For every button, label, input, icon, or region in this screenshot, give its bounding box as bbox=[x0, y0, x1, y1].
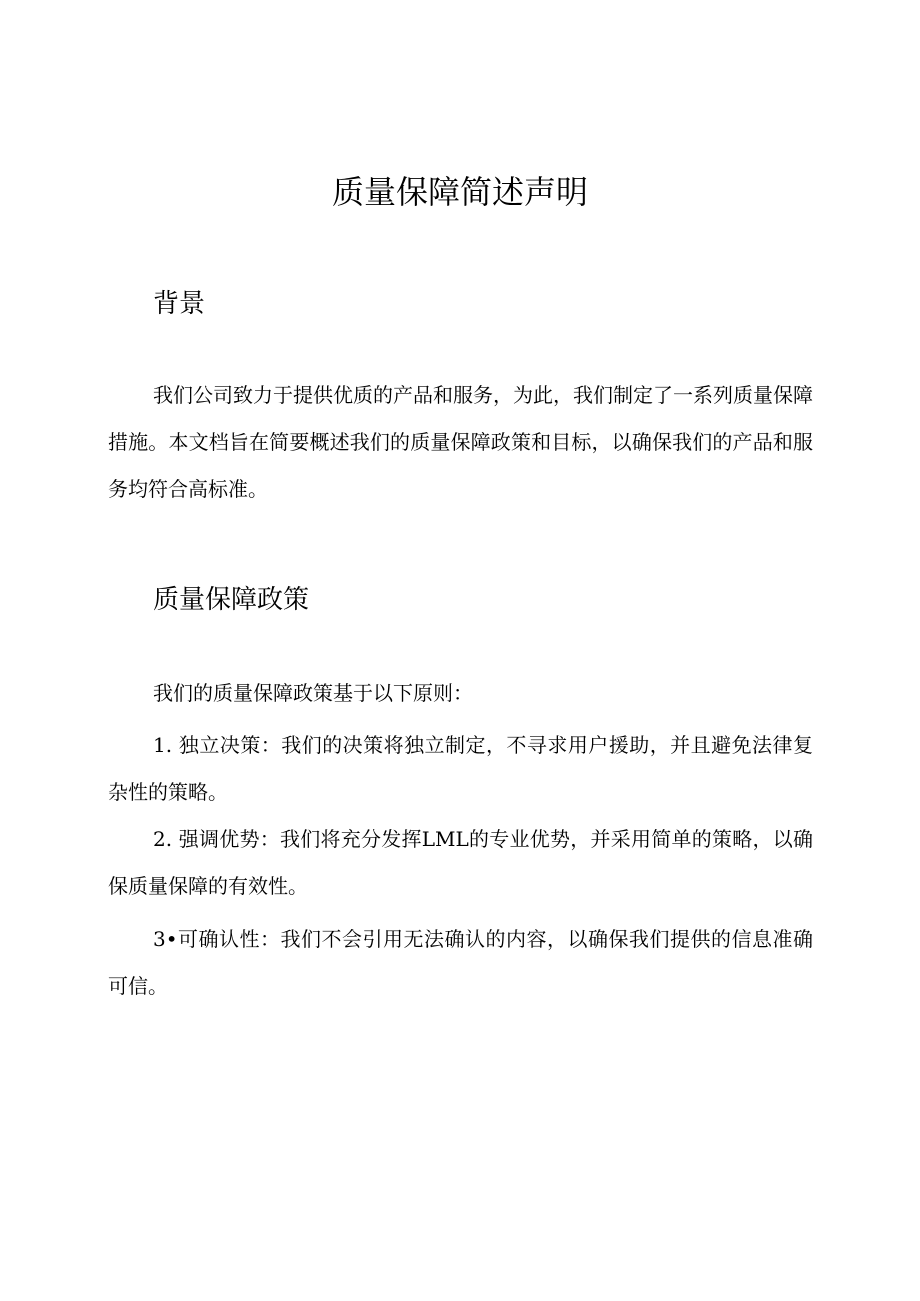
policy-item-independent-decision: 1. 独立决策：我们的决策将独立制定，不寻求用户援助，并且避免法律复杂性的策略。 bbox=[108, 733, 813, 804]
policy-intro-paragraph: 我们的质量保障政策基于以下原则： bbox=[153, 681, 473, 705]
background-paragraph: 我们公司致力于提供优质的产品和服务，为此，我们制定了一系列质量保障措施。本文档旨在简要概述我们的质量保障政策和目标，以确保我们的产品和服务均符合高标准。 bbox=[108, 383, 813, 501]
document-title: 质量保障简述声明 bbox=[331, 173, 588, 211]
section-heading-policy: 质量保障政策 bbox=[153, 585, 310, 615]
policy-item-verifiability: 3•可确认性：我们不会引用无法确认的内容，以确保我们提供的信息准确可信。 bbox=[108, 927, 813, 998]
section-heading-background: 背景 bbox=[153, 289, 206, 319]
policy-item-emphasize-strengths: 2. 强调优势：我们将充分发挥LML的专业优势，并采用简单的策略，以确保质量保障的有效性。 bbox=[108, 827, 813, 898]
